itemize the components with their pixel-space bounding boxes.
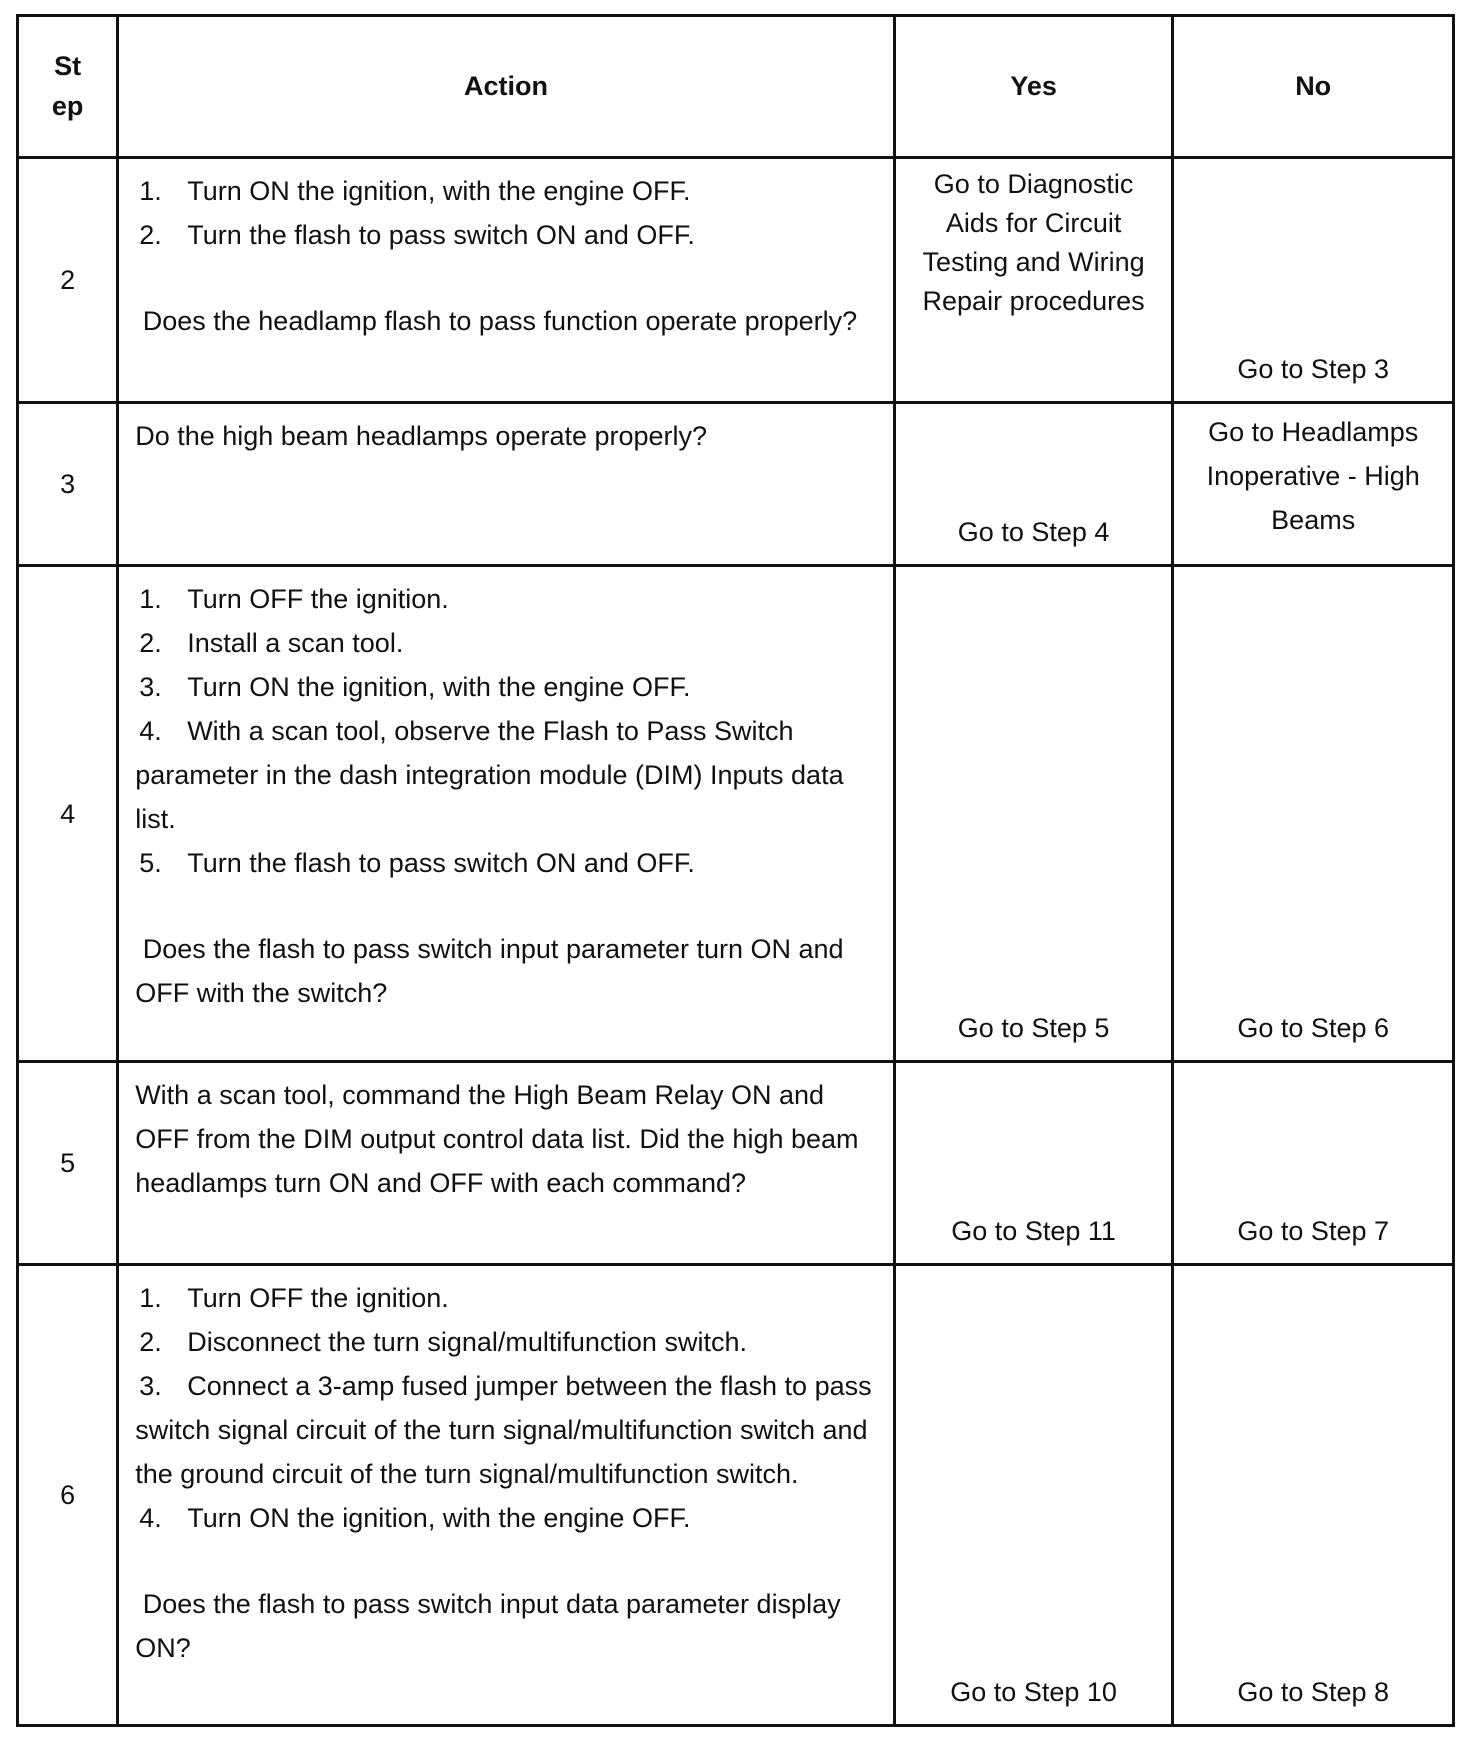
question-text: Do the high beam headlamps operate properly? [135,420,708,451]
list-item: 4. With a scan tool, observe the Flash to Pass Switch parameter in the dash integration module (DIM) Inputs data list. [135,716,852,835]
step-number: 5 [18,1061,118,1265]
table-row [18,1061,1454,1265]
list-item: 2. Install a scan tool. [139,628,404,659]
table-row [18,402,1454,566]
step-number: 6 [18,1265,118,1726]
no-outcome: Go to Step 8 [1173,1265,1454,1726]
no-outcome: Go to Headlamps Inoperative - High Beams [1173,402,1454,566]
list-item: 3. Turn ON the ignition, with the engine OFF. [139,672,691,703]
action-cell [118,1265,895,1726]
step-number: 3 [18,402,118,566]
yes-outcome: Go to Step 10 [894,1265,1173,1726]
header-row [18,16,1454,158]
table-row [18,1265,1454,1726]
yes-outcome: Go to Step 4 [894,402,1173,566]
list-item: 2. Turn the flash to pass switch ON and OFF. [139,219,695,250]
yes-outcome: Go to Step 11 [894,1061,1173,1265]
table-row [18,157,1454,402]
action-cell [118,566,895,1061]
action-cell [118,402,895,566]
list-item: 1. Turn OFF the ignition. [139,1283,449,1314]
question-text: Does the headlamp flash to pass function operate properly? [135,305,858,336]
header-yes: Yes [894,16,1173,158]
question-text: With a scan tool, command the High Beam Relay ON and OFF from the DIM output control data list. Did the high beam headlamps turn ON and OFF with each command? [135,1079,867,1198]
no-outcome: Go to Step 7 [1173,1061,1454,1265]
yes-outcome: Go to Diagnostic Aids for Circuit Testing and Wiring Repair procedures [894,157,1173,402]
no-outcome: Go to Step 3 [1173,157,1454,402]
list-item: 1. Turn ON the ignition, with the engine OFF. [139,175,691,206]
action-cell [118,1061,895,1265]
header-no: No [1173,16,1454,158]
step-number: 4 [18,566,118,1061]
diagnostic-table [16,14,1455,1727]
list-item: 1. Turn OFF the ignition. [139,584,449,615]
list-item: 5. Turn the flash to pass switch ON and OFF. [139,848,695,879]
question-text: Does the flash to pass switch input data parameter display ON? [135,1589,849,1664]
list-item: 3. Connect a 3-amp fused jumper between the flash to pass switch signal circuit of the turn signal/multifunction switch and the ground circuit of the turn signal/multifunction switch. [135,1371,880,1490]
action-cell [118,157,895,402]
list-item: 2. Disconnect the turn signal/multifunction switch. [139,1327,747,1358]
table-row [18,566,1454,1061]
list-item: 4. Turn ON the ignition, with the engine OFF. [139,1503,691,1534]
diagnostic-steps-table [16,14,1455,1727]
header-action: Action [118,16,895,158]
header-step: St ep [18,16,118,158]
yes-outcome: Go to Step 5 [894,566,1173,1061]
no-outcome: Go to Step 6 [1173,566,1454,1061]
question-text: Does the flash to pass switch input parameter turn ON and OFF with the switch? [135,934,852,1009]
step-number: 2 [18,157,118,402]
